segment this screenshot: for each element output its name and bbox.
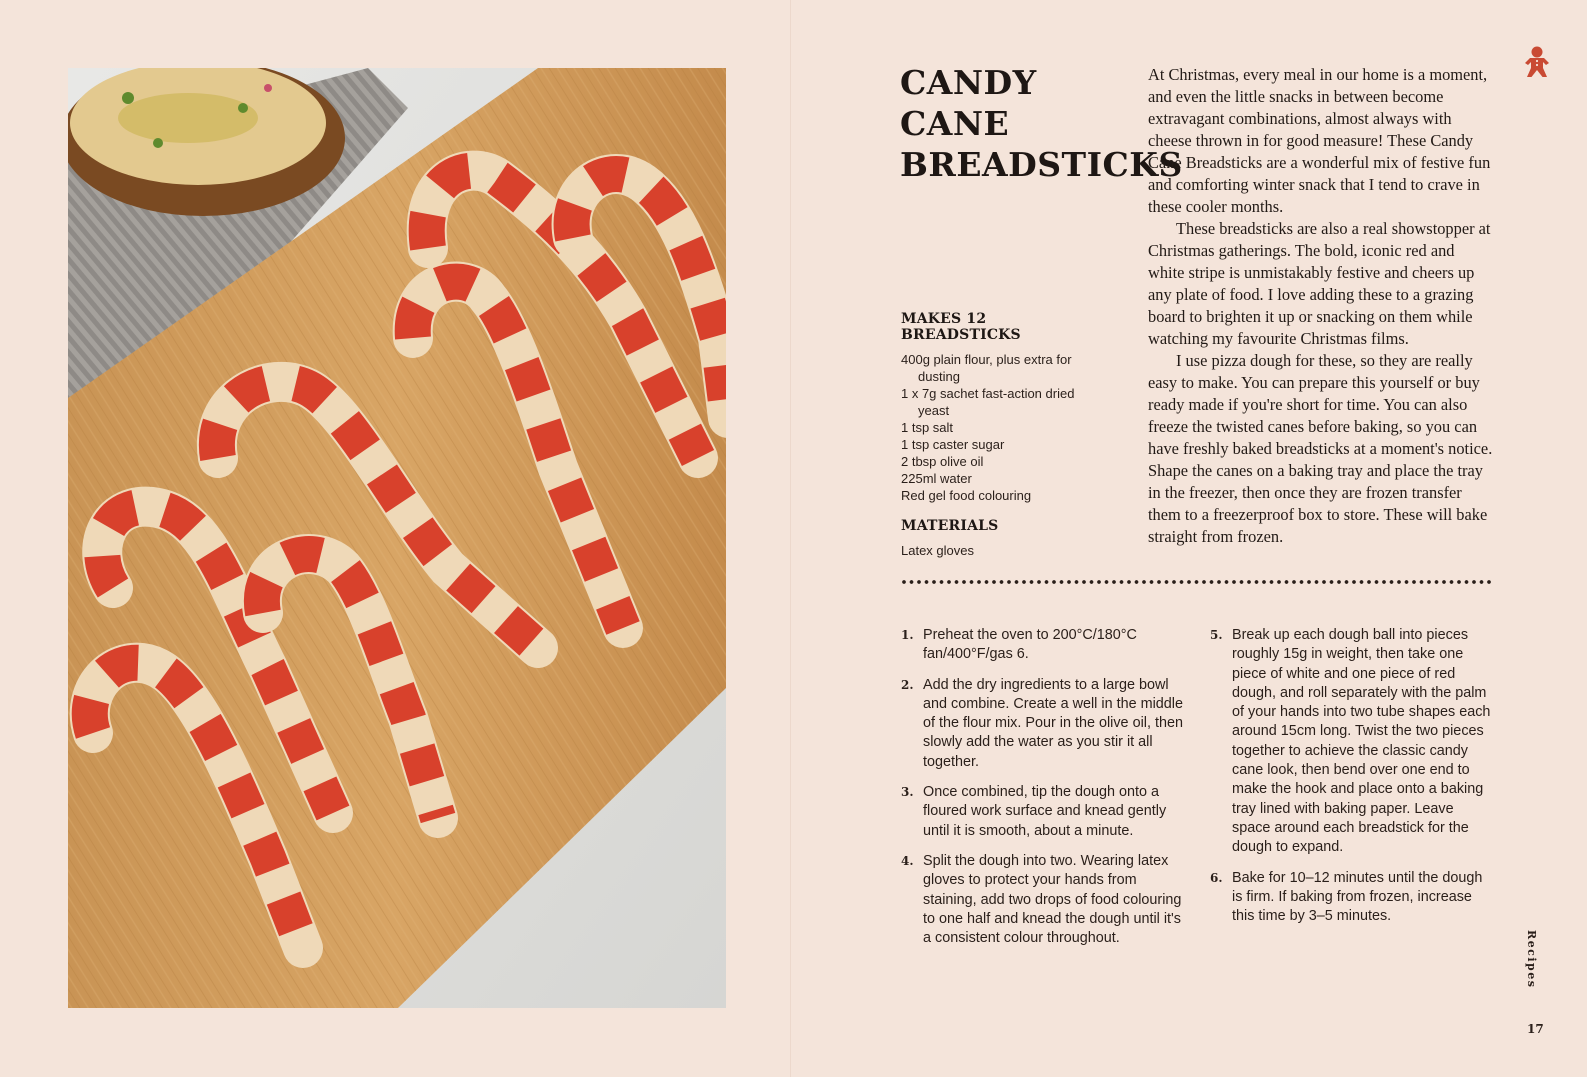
step-text: Split the dough into two. Wearing latex gloves to protect your hands from staining, add two drops of food colouring to one half and knead the dough until it's a consistent colour throughout. — [923, 852, 1182, 947]
step-text: Add the dry ingredients to a large bowl and combine. Create a well in the middle of the flour mix. Pour in the olive oil, then slowly add the water as you stir it all together. — [923, 676, 1183, 770]
step-number: 6. — [1210, 870, 1223, 885]
step-number: 3. — [901, 785, 914, 800]
ingredient-item: 1 tsp caster sugar — [901, 437, 1005, 452]
recipe-title: CANDY CANE BREADSTICKS — [900, 63, 1183, 184]
method-step — [901, 852, 1186, 948]
method-column-left — [901, 626, 1186, 959]
step-text: Break up each dough ball into pieces roughly 15g in weight, then take one piece of white and one piece of red dough, and roll separately with the palm of your hands into two tube shapes each around 15cm long. Twist the two pieces together to achieve the classic candy cane look, then bend over one end to make the hook and place onto a baking tray lined with baking paper. Leave space around each breadstick for the dough to expand. — [1232, 627, 1491, 856]
step-text: Preheat the oven to 200°C/180°C fan/400°F/gas 6. — [923, 627, 1137, 663]
ingredient-item: 1 x 7g sachet fast-action dried yeast — [901, 386, 1075, 418]
spread-gutter — [790, 0, 791, 1077]
step-text: Bake for 10–12 minutes until the dough is firm. If baking from frozen, increase this time by 3–5 minutes. — [1232, 869, 1483, 925]
ingredient-list — [901, 351, 1101, 504]
step-number: 5. — [1210, 628, 1223, 642]
method-column-right — [1210, 626, 1495, 937]
ingredient-item: 1 tsp salt — [901, 420, 954, 435]
dotted-divider — [901, 579, 1493, 591]
gingerbread-man-icon — [1524, 46, 1550, 78]
step-number: 4. — [901, 853, 914, 868]
method-step — [901, 626, 1186, 665]
recipe-photo — [68, 68, 726, 1008]
intro-paragraph: These breadsticks are also a real showstopper at Christmas gatherings. The bold, iconic red and white stripe is unmistakably festive and cheers up any plate of food. I love adding these to a grazing board to brighten it up or snacking on them while watching my favourite Christmas films. — [1148, 219, 1491, 348]
method-step — [901, 676, 1186, 772]
method-step — [1210, 626, 1495, 858]
material-item: Latex gloves — [901, 543, 974, 558]
method-step — [901, 783, 1186, 841]
ingredient-item: 225ml water — [901, 471, 972, 486]
step-number: 2. — [901, 677, 914, 692]
page-number: 17 — [1527, 1022, 1544, 1036]
step-number: 1. — [901, 628, 914, 642]
method-step — [1210, 869, 1495, 927]
ingredient-item: 2 tbsp olive oil — [901, 454, 984, 469]
makes-heading: MAKES 12 BREADSTICKS — [901, 311, 1021, 343]
candy-cane-breadsticks-photo — [68, 68, 726, 1008]
recipe-intro — [1148, 64, 1493, 548]
ingredients-panel — [901, 311, 1101, 559]
step-text: Once combined, tip the dough onto a floured work surface and knead gently until it is smooth, about a minute. — [923, 784, 1167, 839]
ingredient-item: 400g plain flour, plus extra for dusting — [901, 352, 1072, 384]
materials-list — [901, 542, 1101, 559]
intro-paragraph: At Christmas, every meal in our home is a moment, and even the little snacks in between become extravagant combinations, almost always with cheese thrown in for good measure! These Candy Cane Breadsticks are a wonderful mix of festive fun and comforting winter snack that I tend to crave in these cooler months. — [1148, 65, 1491, 216]
ingredient-item: Red gel food colouring — [901, 488, 1032, 503]
section-label: Recipes — [1525, 930, 1538, 989]
intro-paragraph: I use pizza dough for these, so they are really easy to make. You can prepare this yourself or buy ready made if you're short for time. You can also freeze the twisted canes before baking, so you can have freshly baked breadsticks at a moment's notice. Shape the canes on a baking tray and place the tray in the freezer, then once they are frozen transfer them to a freezerproof box to store. These will bake straight from frozen. — [1148, 351, 1493, 546]
materials-heading: MATERIALS — [901, 518, 999, 534]
